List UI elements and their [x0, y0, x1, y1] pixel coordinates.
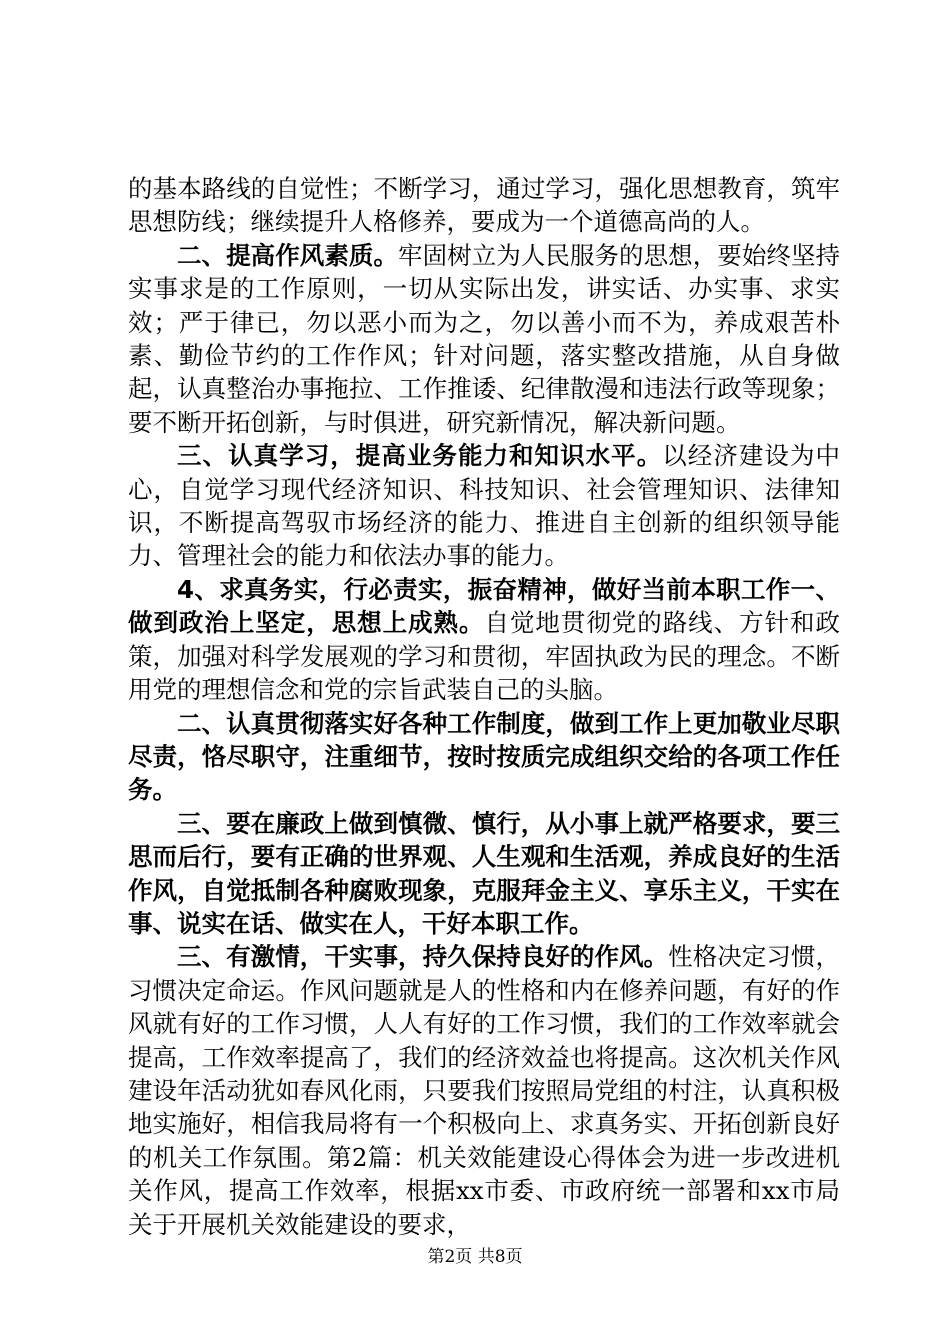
- paragraph-1-text: 的基本路线的自觉性；不断学习，通过学习，强化思想教育，筑牢思想防线；继续提升人格修养，要成为一个道德高尚的人。: [128, 174, 840, 237]
- paragraph-4: [128, 573, 840, 707]
- paragraph-2-text: 牢固树立为人民服务的思想，要始终坚持实事求是的工作原则，一切从实际出发，讲实话、办实事、求实效；严于律已，勿以恶小而为之，勿以善小而不为，养成艰苦朴素、勤俭节约的工作作风；针对问题，落实整改措施，从自身做起，认真整治办事拖拉、工作推诿、纪律散漫和违法行政等现象；要不断开拓创新，与时俱进，研究新情况，解决新问题。: [128, 240, 841, 437]
- page-number-footer: 第2页 共8页: [427, 1247, 523, 1267]
- paragraph-7-text: 性格决定习惯，习惯决定命运。作风问题就是人的性格和内在修养问题，有好的作风就有好的工作习惯，人人有好的工作习惯，我们的工作效率就会提高，工作效率提高了，我们的经济效益也将提高。这次机关作风建设年活动犹如春风化雨，只要我们按照局党组的村注，认真积极地实施好，相信我局将有一个积极向上、求真务实、开拓创新良好的机关工作氛围。第2篇：机关效能建设心得体会为进一步改进机关作风，提高工作效率，根据xx市委、市政府统一部署和xx市局关于开展机关效能建设的要求，: [128, 942, 841, 1239]
- paragraph-7: [128, 940, 840, 1241]
- paragraph-2-heading: 二、提高作风素质。: [177, 240, 399, 270]
- paragraph-6: [128, 807, 840, 941]
- paragraph-7-heading: 三、有激情，干实事，持久保持良好的作风。: [177, 942, 669, 972]
- paragraph-5-heading: 二、认真贯彻落实好各种工作制度，做到工作上更加敬业尽职尽责，恪尽职守，注重细节，按时按质完成组织交给的各项工作任务。: [128, 708, 840, 805]
- paragraph-5: [128, 707, 840, 807]
- paragraph-3-text: 以经济建设为中心，自觉学习现代经济知识、科技知识、社会管理知识、法律知识，不断提高驾驭市场经济的能力、推进自主创新的组织领导能力、管理社会的能力和依法办事的能力。: [128, 441, 841, 571]
- paragraph-3-heading: 三、认真学习，提高业务能力和知识水平。: [177, 441, 663, 471]
- paragraph-6-heading: 三、要在廉政上做到慎微、慎行，从小事上就严格要求，要三思而后行，要有正确的世界观、人生观和生活观，养成良好的生活作风，自觉抵制各种腐败现象，克服拜金主义、享乐主义，干实在事、说实在话、做实在人，干好本职工作。: [128, 808, 840, 938]
- paragraph-4-text: 自觉地贯彻党的路线、方针和政策，加强对科学发展观的学习和贯彻，牢固执政为民的理念。不断用党的理想信念和党的宗旨武装自己的头脑。: [128, 608, 841, 705]
- paragraph-2: [128, 239, 840, 439]
- paragraph-1: [128, 172, 840, 239]
- document-body: [128, 172, 840, 1241]
- paragraph-3: [128, 439, 840, 573]
- paragraph-4-heading: 4、求真务实，行必责实，振奋精神，做好当前本职工作一、做到政治上坚定，思想上成熟。: [128, 574, 840, 638]
